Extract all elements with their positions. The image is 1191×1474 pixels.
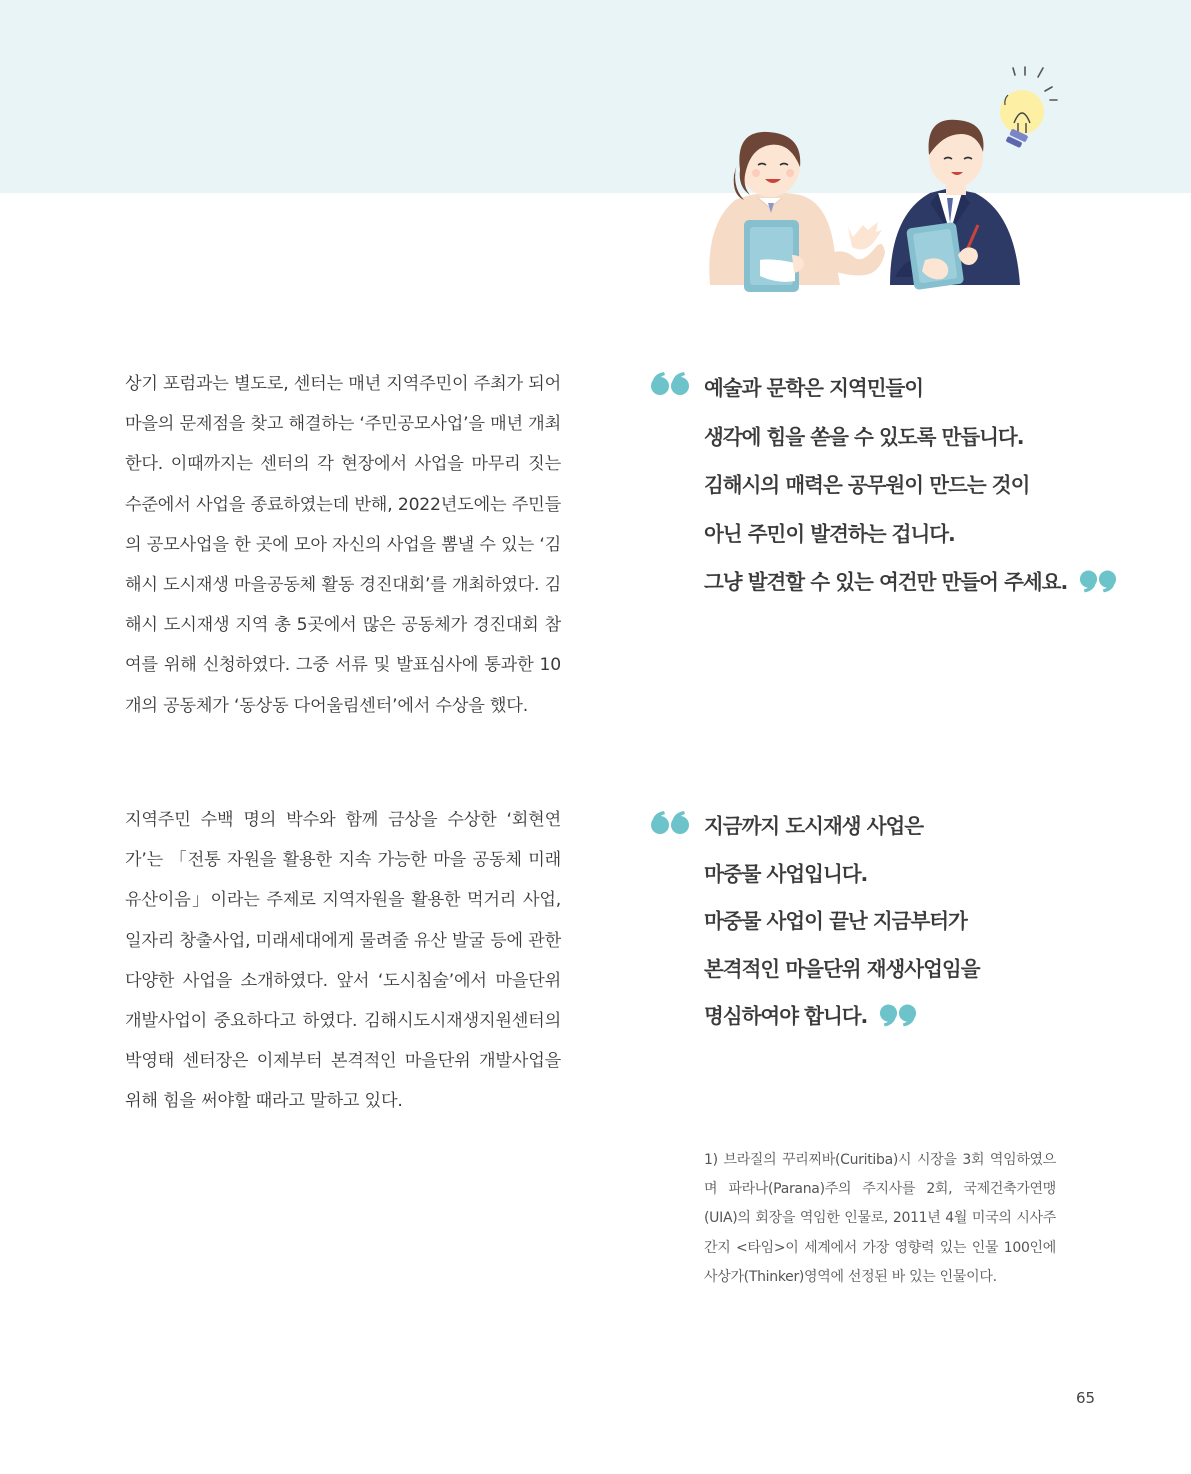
footnote: 1) 브라질의 꾸리찌바(Curitiba)시 시장을 3회 역임하였으며 파라나(Parana)주의 주지사를 2회, 국제건축가연맹(UIA)의 회장을 역임한 인물로, 2011년 4월 미국의 시사주간지 <타임>이 세계에서 가장 영향력 있는 인물 100인에 사상가(Thinker)영역에 선정된 바 있는 인물이다.: [704, 1152, 1056, 1285]
pull-quote-1: [650, 364, 1120, 607]
quote-line: 지금까지 도시재생 사업은: [704, 814, 924, 838]
quote-line: 마중물 사업이 끝난 지금부터가: [704, 909, 967, 933]
paragraph-text: 상기 포럼과는 별도로, 센터는 매년 지역주민이 주최가 되어 마을의 문제점을 찾고 해결하는 ‘주민공모사업’을 매년 개최한다. 이때까지는 센터의 각 현장에서 사업을 마무리 짓는 수준에서 사업을 종료하였는데 반해, 2022년도에는 주민들의 공모사업을 한 곳에 모아 자신의 사업을 뽐낼 수 있는 ‘김해시 도시재생 마을공동체 활동 경진대회’를 개최하였다. 김해시 도시재생 지역 총 5곳에서 많은 공동체가 경진대회 참여를 위해 신청하였다. 그중 서류 및 발표심사에 통과한 10개의 공동체가 ‘동상동 다어울림센터’에서 수상을 했다.: [125, 374, 561, 716]
pull-quote-2: [650, 803, 1120, 1041]
close-quote-icon: [879, 1003, 917, 1027]
quote-line: 김해시의 매력은 공무원이 만드는 것이: [704, 473, 1030, 497]
quote-last-line: [704, 558, 1120, 607]
body-paragraph-2: [125, 800, 561, 1122]
page-number: 65: [1076, 1389, 1096, 1407]
quote-line: 그냥 발견할 수 있는 여건만 만들어 주세요.: [704, 570, 1068, 594]
illustration-two-people: [700, 55, 1080, 305]
quote-line: 예술과 문학은 지역민들이: [704, 376, 924, 400]
open-quote-icon: [650, 811, 690, 835]
quote-line: 본격적인 마을단위 재생사업임을: [704, 956, 980, 981]
body-paragraph-1: [125, 364, 561, 726]
quote-line: 명심하여야 합니다.: [704, 1004, 868, 1028]
quote-line: 생각에 힘을 쏟을 수 있도록 만듭니다.: [704, 424, 1024, 449]
quote-last-line: [704, 993, 1120, 1041]
quote-line: 아닌 주민이 발견하는 겁니다.: [704, 521, 955, 546]
lightbulb-icon: [1000, 67, 1057, 148]
close-quote-icon: [1079, 569, 1117, 593]
paragraph-text: 지역주민 수백 명의 박수와 함께 금상을 수상한 ‘회현연가’는 「전통 자원을 활용한 지속 가능한 마을 공동체 미래유산이음」이라는 주제로 지역자원을 활용한 먹거리 사업, 일자리 창출사업, 미래세대에게 물려줄 유산 발굴 등에 관한 다양한 사업을 소개하였다. 앞서 ‘도시침술’에서 마을단위 개발사업이 중요하다고 하였다. 김해시도시재생지원센터의 박영태 센터장은 이제부터 본격적인 마을단위 개발사업을 위해 힘을 써야할 때라고 말하고 있다.: [125, 810, 561, 1112]
open-quote-icon: [650, 372, 690, 396]
quote-line: 마중물 사업입니다.: [704, 861, 868, 886]
